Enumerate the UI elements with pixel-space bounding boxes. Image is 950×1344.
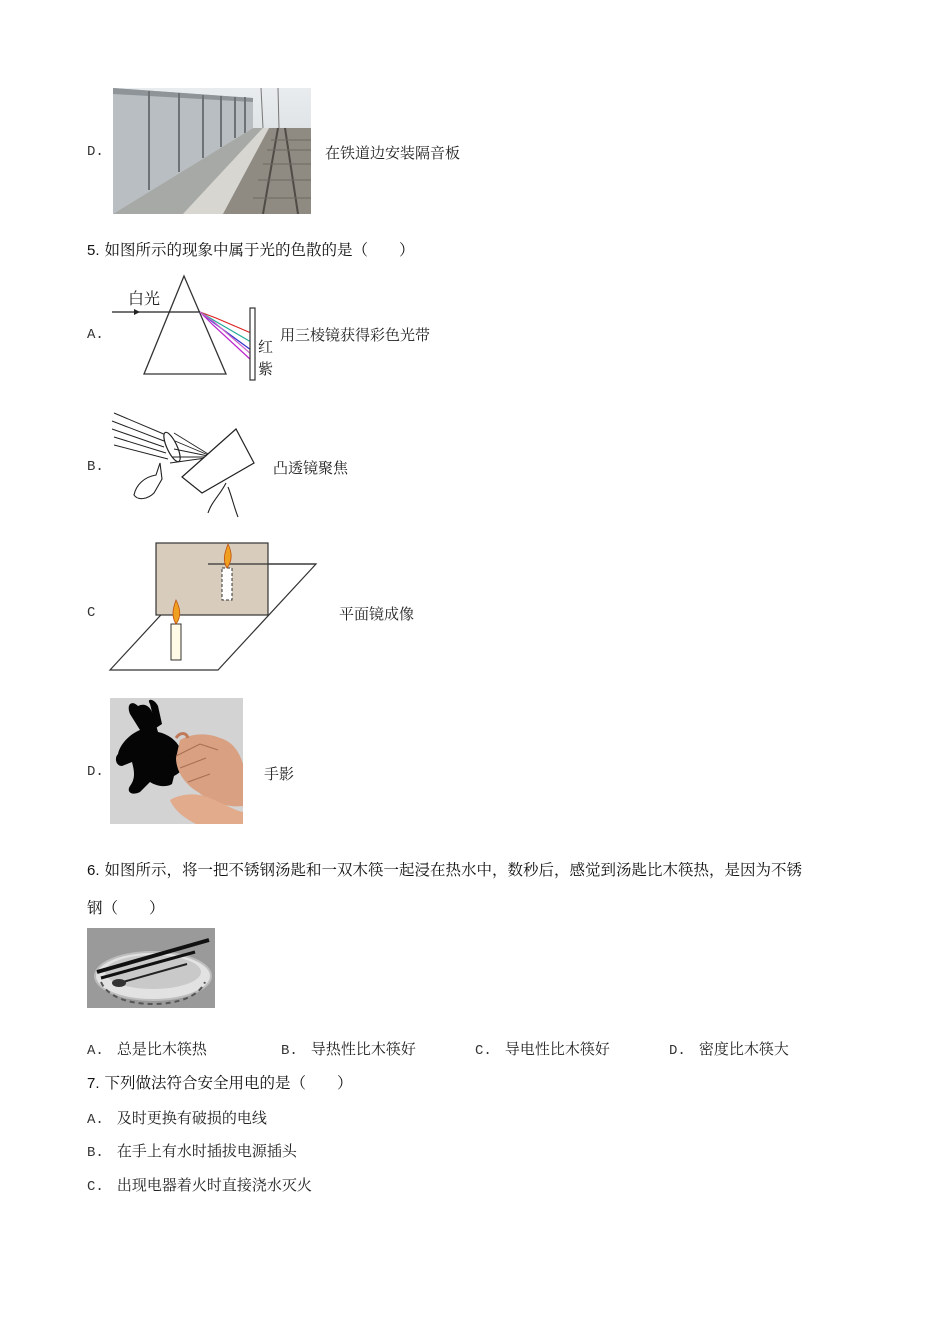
spoon-chopsticks-bowl-photo — [87, 928, 215, 1008]
q5-option-a-letter: A. — [87, 327, 104, 343]
q7-choice-c-text: 出现电器着火时直接浇水灭火 — [116, 1176, 312, 1194]
hand-shadow-rabbit-photo — [110, 698, 243, 824]
q6-choice-c[interactable] — [475, 1038, 610, 1059]
q7-choice-a-letter: A. — [87, 1112, 104, 1128]
q6-stem — [87, 858, 802, 880]
q7-number: 7. — [87, 1075, 100, 1092]
railway-noise-barrier-photo — [113, 88, 311, 214]
q6-choice-b[interactable] — [281, 1038, 416, 1059]
q6-choice-a[interactable] — [87, 1038, 207, 1059]
q6-choice-d[interactable] — [669, 1038, 789, 1059]
q5-option-b-caption: 凸透镜聚焦 — [273, 459, 349, 477]
q7-choice-a[interactable] — [87, 1107, 267, 1128]
q6-choice-d-text: 密度比木筷大 — [698, 1040, 789, 1058]
q4-option-d-caption: 在铁道边安装隔音板 — [325, 144, 461, 162]
q7-stem — [87, 1071, 352, 1093]
q7-stem-text: 下列做法符合安全用电的是（ ） — [104, 1074, 353, 1092]
q7-choice-b-letter: B. — [87, 1145, 104, 1161]
q7-choice-c[interactable] — [87, 1174, 312, 1195]
q6-stem-line2: 钢（ ） — [87, 899, 165, 917]
q5-option-b-letter: B. — [87, 459, 104, 475]
q6-stem-line1: 如图所示，将一把不锈钢汤匙和一双木筷一起浸在热水中，数秒后，感觉到汤匙比木筷热，是因为不锈 — [104, 861, 802, 879]
q6-choice-c-text: 导电性比木筷好 — [504, 1040, 610, 1058]
q7-choice-c-letter: C. — [87, 1179, 104, 1195]
q7-choice-a-text: 及时更换有破损的电线 — [116, 1109, 267, 1127]
q5-option-c-letter: C — [87, 605, 96, 621]
q5-stem-text: 如图所示的现象中属于光的色散的是（ ） — [104, 241, 415, 259]
q5-number: 5. — [87, 242, 100, 259]
q6-choice-c-letter: C. — [475, 1043, 492, 1059]
q6-choice-b-letter: B. — [281, 1043, 298, 1059]
violet-label: 紫 — [258, 360, 274, 378]
white-light-label: 白光 — [128, 289, 161, 308]
q7-choice-b[interactable] — [87, 1140, 297, 1161]
q5-stem — [87, 238, 414, 260]
q6-choice-d-letter: D. — [669, 1043, 686, 1059]
q6-choices — [87, 1038, 887, 1060]
q6-choice-b-text: 导热性比木筷好 — [310, 1040, 416, 1058]
q5-option-d-letter: D. — [87, 764, 104, 780]
q6-choice-a-letter: A. — [87, 1043, 104, 1059]
q6-choice-a-text: 总是比木筷热 — [116, 1040, 207, 1058]
q4-option-d-letter: D. — [87, 144, 104, 160]
convex-lens-focus-figure — [108, 405, 258, 521]
red-label: 红 — [258, 338, 274, 356]
plane-mirror-candle-figure — [108, 540, 320, 674]
q5-option-c-caption: 平面镜成像 — [339, 605, 415, 623]
q7-choice-b-text: 在手上有水时插拔电源插头 — [116, 1142, 297, 1160]
q5-option-d-caption: 手影 — [264, 765, 295, 783]
q5-option-a-caption: 用三棱镜获得彩色光带 — [280, 326, 431, 344]
q6-number: 6. — [87, 862, 100, 879]
